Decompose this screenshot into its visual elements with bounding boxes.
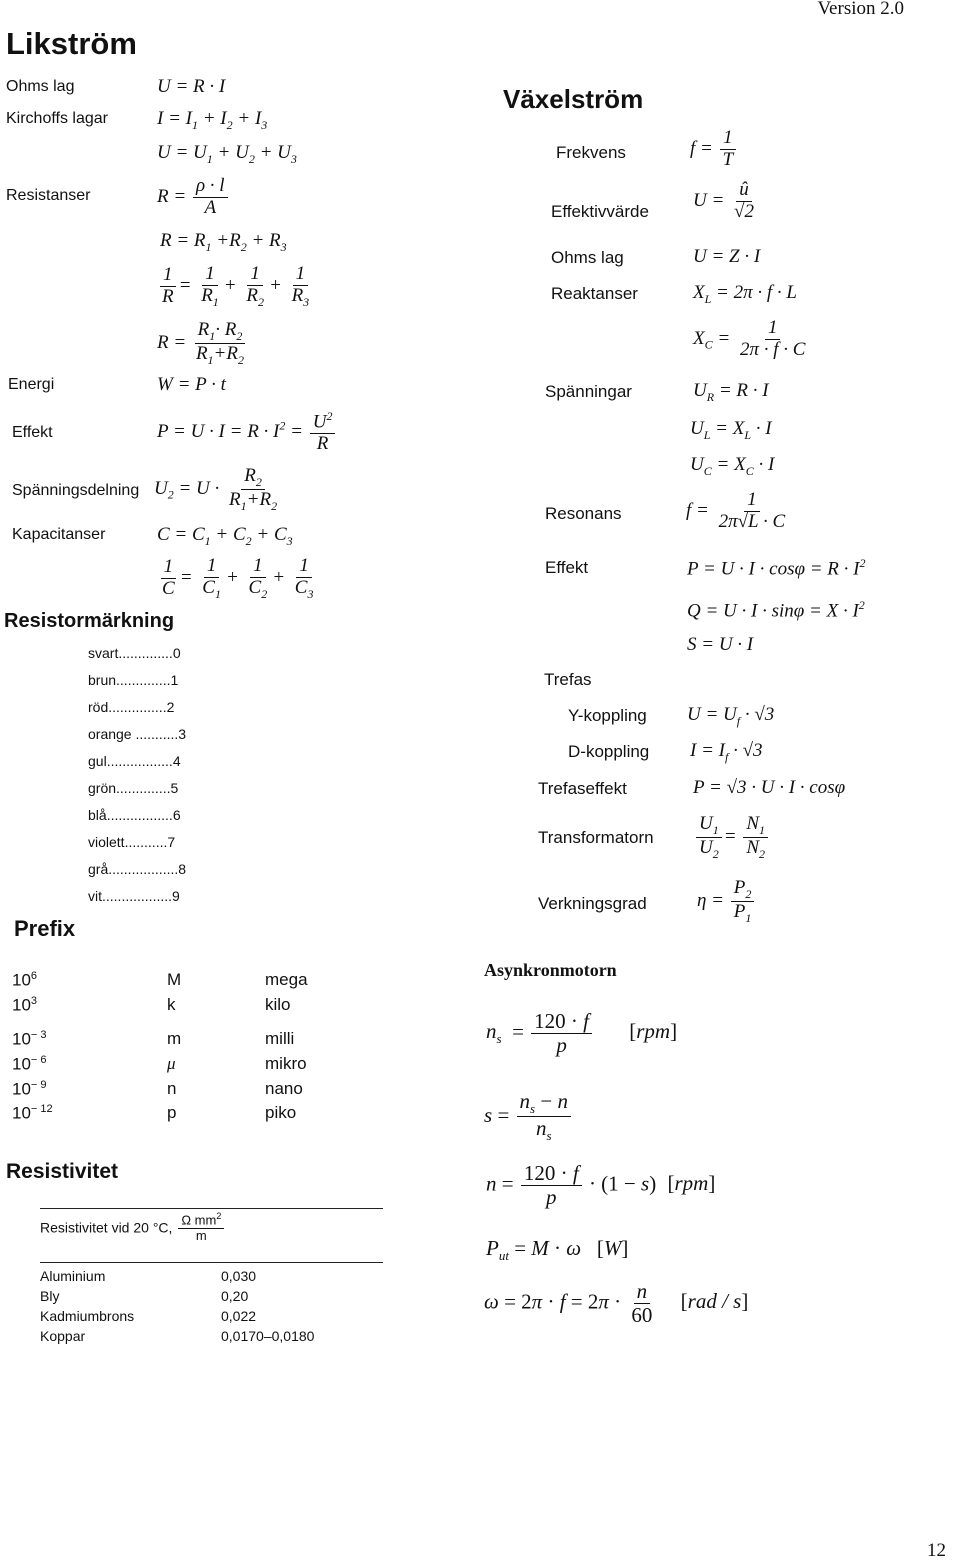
prefix-row: $10^{- 12}$ p piko [12, 1103, 297, 1123]
resistivitet-header: Resistivitet vid 20 °C, $\frac{\Omega mm^2}{m}$ [40, 1212, 226, 1243]
formula-two-parallel: R = $\frac{R_1\cdot R_2}{R_1+R_2}$ [157, 319, 244, 367]
color-code-row: violett...........7 [88, 834, 176, 850]
formula-kirchoff-voltage: $U = U_1 + U_2 + U_3$ [157, 142, 297, 166]
formula-xc: $X_C$ = $\frac{1}{2\pi \cdot f \cdot C}$ [693, 317, 806, 360]
trefaseffekt-label: Trefaseffekt [538, 779, 627, 798]
effektivvarde-label: Effektivvärde [551, 202, 649, 221]
color-code-list [88, 645, 186, 915]
formula-resistivity: R = $\frac{\rho \cdot l}{A}$ [157, 176, 230, 219]
formula-ns: $n_s$ = $\frac{120 \cdot f}{p}$ [rpm] [486, 1009, 678, 1058]
prefix-row: $10^{- 6}$ μ mikro [12, 1054, 307, 1074]
effekt-ac-label: Effekt [545, 558, 589, 577]
trefas-label: Trefas [544, 670, 592, 689]
effekt-label: Effekt [12, 424, 53, 441]
color-code-row: vit..................9 [88, 888, 180, 904]
spanningsdelning-label: Spänningsdelning [12, 482, 140, 499]
ykoppling-label: Y-koppling [568, 706, 647, 725]
energi-label: Energi [8, 376, 55, 393]
formula-parallel-resistance: $\frac{1}{R}$ = $\frac{1}{R_1}$ + $\frac{1}{R_2}$ + $\frac{1}{R_3}$ [162, 263, 310, 309]
color-code-row: röd...............2 [88, 699, 175, 715]
prefix-row: $10^{- 3}$ m milli [12, 1029, 295, 1049]
formula-ohms-ac: U = Z · I [693, 246, 761, 267]
ohms-lag-label: Ohms lag [6, 78, 75, 95]
prefix-row: $10^{- 9}$ n nano [12, 1079, 303, 1099]
formula-n: n = $\frac{120 \cdot f}{p}$ · (1 − s) [rpm] [486, 1161, 716, 1210]
formula-q-reactive: $Q = U \cdot I \cdot \sin\varphi = X \cdot I^2$ [687, 598, 865, 622]
color-code-row: brun..............1 [88, 672, 179, 688]
prefix-row: $10^3$ k kilo [12, 995, 291, 1015]
formula-pout: $P_{ut} = M \cdot \omega$ [W] [486, 1236, 629, 1264]
formula-xl: $X_L = 2\pi \cdot f \cdot L$ [693, 282, 797, 306]
formula-ohms: U = R · I [157, 76, 226, 97]
formula-dkoppling: $I = I_f \cdot √3$ [690, 740, 763, 764]
formula-trefaseffekt: P = √3 · U · I · cosφ [693, 777, 846, 798]
resistanser-label: Resistanser [6, 187, 91, 204]
formula-transformatorn: $\frac{U_1}{U_2}$ = $\frac{N_1}{N_2}$ [694, 814, 770, 861]
ohms-lag-ac-label: Ohms lag [551, 248, 624, 267]
formula-p-active: $P = U \cdot I \cdot \cos\varphi = R \cdot I^2$ [687, 556, 866, 580]
formula-omega: ω = 2π · f = 2π · $\frac{n}{60}$ [rad / s] [484, 1279, 749, 1328]
table-row: Bly 0,20 [40, 1288, 249, 1304]
color-code-row: blå.................6 [88, 807, 181, 823]
dkoppling-label: D-koppling [568, 742, 650, 761]
table-row: Kadmiumbrons 0,022 [40, 1308, 257, 1324]
formula-spanningsdelning: $U_2 = U$ · $\frac{R_2}{R_1+R_2}$ [154, 465, 278, 513]
prefix-title: Prefix [14, 916, 76, 941]
formula-series-capacitance: $\frac{1}{C}$ = $\frac{1}{C_1}$ + $\frac{1}{C_2}$ + $\frac{1}{C_3}$ [162, 555, 314, 601]
color-code-row: grön..............5 [88, 780, 179, 796]
transformatorn-label: Transformatorn [538, 828, 654, 847]
kirchoff-label: Kirchoffs lagar [6, 110, 108, 127]
formula-resonans: f = $\frac{1}{2\pi√L \cdot C}$ [686, 489, 786, 532]
kapacitanser-label: Kapacitanser [12, 526, 106, 543]
resistivitet-table [40, 1268, 315, 1348]
formula-energi: W = P · t [157, 374, 226, 395]
asynkron-title: Asynkronmotorn [484, 960, 617, 980]
verkningsgrad-label: Verkningsgrad [538, 894, 647, 913]
table-top-rule [40, 1208, 383, 1209]
color-code-row: orange ...........3 [88, 726, 187, 742]
formula-kirchoff-current: $I = I_1 + I_2 + I_3$ [157, 108, 268, 132]
resistivitet-title: Resistivitet [6, 1160, 119, 1183]
formula-s-apparent: S = U · I [687, 634, 754, 655]
formula-parallel-capacitance: $C = C_1 + C_2 + C_3$ [157, 524, 293, 548]
page-number: 12 [927, 1540, 946, 1561]
likstrom-title: Likström [6, 26, 137, 61]
resonans-label: Resonans [545, 504, 622, 523]
frekvens-label: Frekvens [556, 143, 626, 162]
prefix-row: $10^6$ M mega [12, 970, 308, 990]
resistormarkning-title: Resistormärkning [4, 610, 175, 632]
vaxelstrom-title: Växelström [503, 84, 644, 114]
formula-frekvens: f = $\frac{1}{T}$ [690, 128, 738, 171]
table-row: Koppar 0,0170–0,0180 [40, 1328, 315, 1344]
table-header-rule [40, 1262, 383, 1263]
formula-effekt: $P = U \cdot I = R \cdot I^2$ = $\frac{U^2}{R}$ [157, 410, 337, 455]
formula-verkningsgrad: η = $\frac{P_2}{P_1}$ [697, 878, 756, 925]
formula-effektivvarde: U = $\frac{û}{√2}$ [693, 179, 754, 222]
formula-series-resistance: $R = R_1 +R_2 + R_3$ [160, 230, 287, 254]
formula-ur: $U_R = R \cdot I$ [693, 380, 769, 404]
formula-uc: $U_C = X_C \cdot I$ [690, 454, 775, 478]
color-code-row: svart..............0 [88, 645, 181, 661]
reaktanser-label: Reaktanser [551, 284, 638, 303]
table-row: Aluminium 0,030 [40, 1268, 257, 1284]
formula-slip: s = $\frac{n_s - n}{n_s}$ [484, 1090, 573, 1144]
formula-ul: $U_L = X_L \cdot I$ [690, 418, 772, 442]
spanningar-label: Spänningar [545, 382, 632, 401]
prefix-table [12, 970, 308, 1128]
color-code-row: grå..................8 [88, 861, 187, 877]
version-label: Version 2.0 [817, 0, 904, 19]
formula-ykoppling: $U = U_f \cdot √3$ [687, 704, 775, 728]
color-code-row: gul.................4 [88, 753, 181, 769]
